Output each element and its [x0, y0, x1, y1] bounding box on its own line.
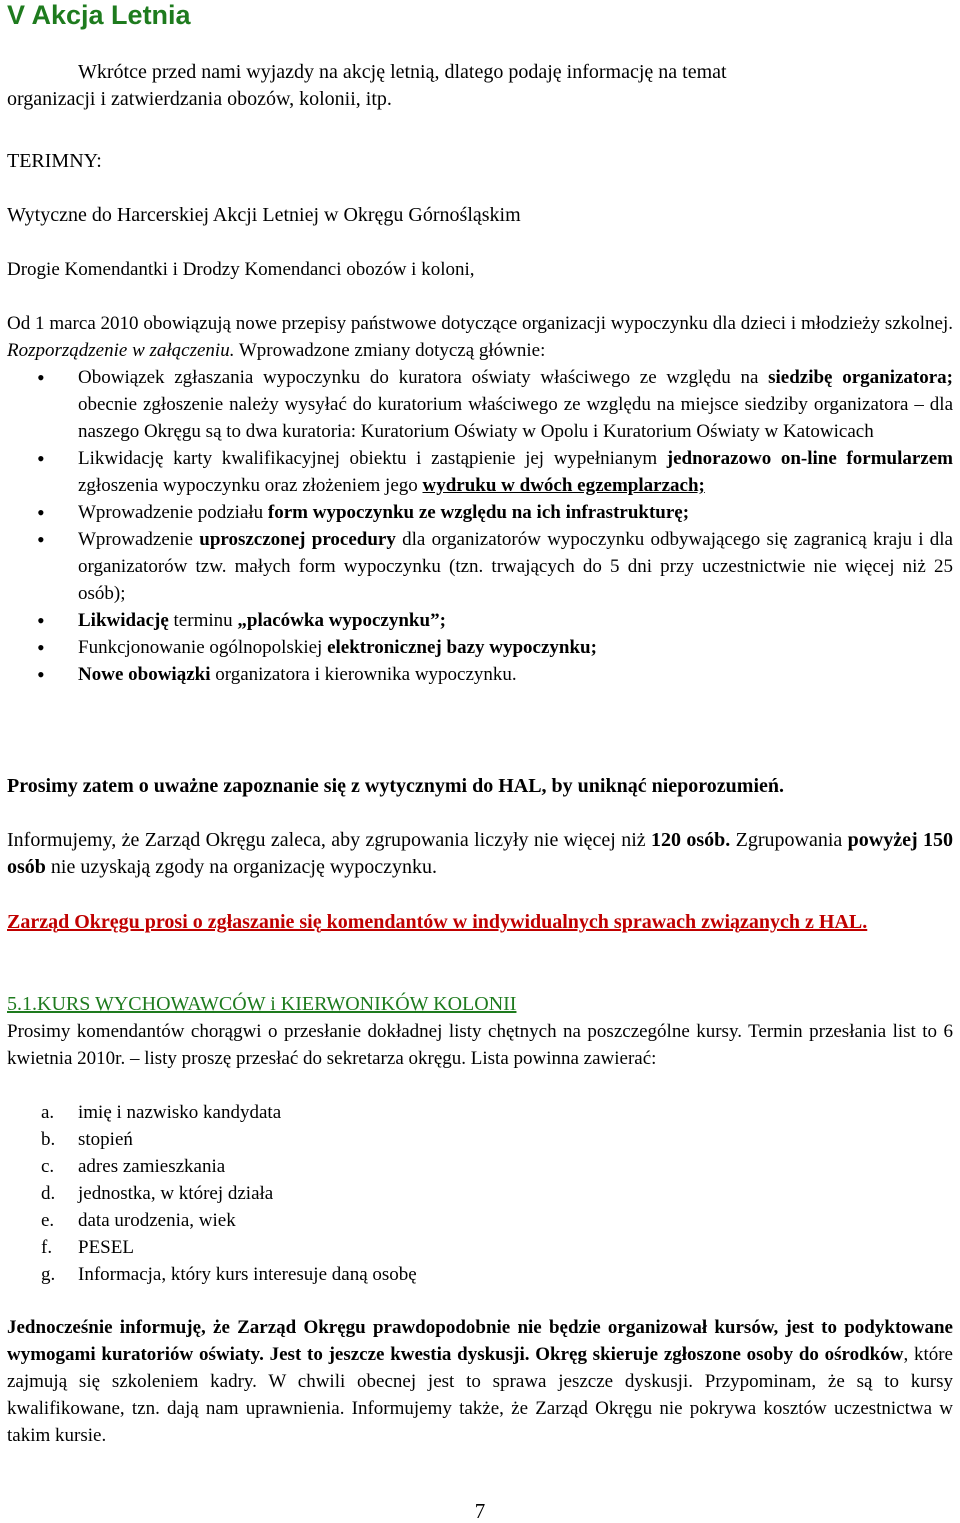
list-item: • Obowiązek zgłaszania wypoczynku do kuratora oświaty właściwego ze względu na siedzibę organizatora; obecnie zgłoszenie należy wysyłać do kuratorium właściwego ze względu na miejsce siedziby organizatora – dla naszego Okręgu są to dwa kuratoria: Kuratorium Oświaty w Opolu i Kuratorium Oświaty w Katowicach	[7, 364, 953, 445]
list-item	[7, 1126, 953, 1153]
list-marker: f.	[41, 1237, 53, 1258]
red-notice: Zarząd Okręgu prosi o zgłaszanie się komendantów w indywidualnych sprawach związanych z HAL.	[7, 911, 868, 933]
list-marker: a.	[41, 1102, 55, 1123]
intro-line-2: organizacji i zatwierdzania obozów, kolonii, itp.	[7, 88, 392, 110]
final-paragraph: Jednocześnie informuję, że Zarząd Okręgu prawdopodobnie nie będzie organizował kursów, jest to podyktowane wymogami kuratoriów oświaty. Jest to jeszcze kwestia dyskusji. Okręg skieruje zgłoszone osoby do ośrodków, które zajmują się szkoleniem kadry. W chwili obecnej jest to sprawa jeszcze dyskusji. Przypominam, że są to kursy kwalifikowane, tzn. dają nam uprawnienia. Informujemy także, że Zarząd Okręgu nie pokrywa kosztów uczestnictwa w takim kursie.	[7, 1317, 953, 1446]
greeting: Drogie Komendantki i Drodzy Komendanci obozów i koloni,	[7, 259, 475, 280]
changes-list	[7, 364, 953, 688]
list-item-text: jednostka, w której działa	[78, 1183, 274, 1204]
page-number: 7	[474, 1499, 486, 1523]
section-heading: 5.1.KURS WYCHOWAWCÓW i KIERWONIKÓW KOLONII	[7, 993, 517, 1015]
intro-paragraph	[7, 59, 953, 113]
list-marker: g.	[41, 1264, 56, 1285]
list-item: • Likwidację karty kwalifikacyjnej obiektu i zastąpienie jej wypełnianym jednorazowo on-line formularzem zgłoszenia wypoczynku oraz złożeniem jego wydruku w dwóch egzemplarzach;	[7, 445, 953, 499]
list-item	[7, 1261, 953, 1288]
list-item	[7, 1180, 953, 1207]
list-item-text: Informacja, który kurs interesuje daną osobę	[78, 1264, 417, 1285]
list-item	[7, 1234, 953, 1261]
list-item-text: data urodzenia, wiek	[78, 1210, 236, 1231]
regulation-text-2: Wprowadzone zmiany dotyczą głównie:	[234, 340, 546, 361]
course-paragraph: Prosimy komendantów chorągwi o przesłanie dokładnej listy chętnych na poszczególne kursy. Termin przesłania list to 6 kwietnia 2010r. – listy proszę przesłać do sekretarza okręgu. Lista powinna zawierać:	[7, 1021, 953, 1069]
list-item: • Funkcjonowanie ogólnopolskiej elektronicznej bazy wypoczynku;	[7, 634, 953, 661]
regulation-paragraph	[7, 310, 953, 364]
list-item	[7, 1153, 953, 1180]
list-item: • Likwidację terminu „placówka wypoczynku”;	[7, 607, 953, 634]
terminy-label: TERIMNY:	[7, 150, 102, 172]
page-heading: V Akcja Letnia	[7, 0, 191, 30]
list-item-text: stopień	[78, 1129, 133, 1150]
regulation-attachment-note: Rozporządzenie w załączeniu.	[7, 340, 235, 361]
list-marker: c.	[41, 1156, 55, 1177]
request-notice: Prosimy zatem o uważne zapoznanie się z wytycznymi do HAL, by uniknąć nieporozumień.	[7, 775, 785, 797]
list-item-text: adres zamieszkania	[78, 1156, 226, 1177]
heading-block	[7, 0, 953, 30]
list-marker: d.	[41, 1183, 56, 1204]
guidelines-title: Wytyczne do Harcerskiej Akcji Letniej w Okręgu Górnośląskim	[7, 204, 521, 226]
info-paragraph: Informujemy, że Zarząd Okręgu zaleca, aby zgrupowania liczyły nie więcej niż 120 osób. Zgrupowania powyżej 150 osób nie uzyskają zgody na organizację wypoczynku.	[7, 829, 954, 878]
regulation-text: Od 1 marca 2010 obowiązują nowe przepisy państwowe dotyczące organizacji wypoczynku dla dzieci i młodzieży szkolnej.	[7, 313, 953, 334]
list-item: • Wprowadzenie podziału form wypoczynku ze względu na ich infrastrukturę;	[7, 499, 953, 526]
candidate-data-list	[7, 1099, 953, 1288]
list-item	[7, 1207, 953, 1234]
list-item: • Wprowadzenie uproszczonej procedury dla organizatorów wypoczynku odbywającego się zagranicą kraju i dla organizatorów tzw. małych form wypoczynku (tzn. trwających do 5 dni przy uczestnictwie nie więcej niż 25 osób);	[7, 526, 953, 607]
list-marker: b.	[41, 1129, 56, 1150]
list-item	[7, 1099, 953, 1126]
list-item: • Nowe obowiązki organizatora i kierownika wypoczynku.	[7, 661, 953, 688]
list-marker: e.	[41, 1210, 55, 1231]
intro-line-1: Wkrótce przed nami wyjazdy na akcję letnią, dlatego podaję informację na temat	[78, 61, 727, 83]
list-item-text: PESEL	[78, 1237, 134, 1258]
list-item-text: imię i nazwisko kandydata	[78, 1102, 282, 1123]
